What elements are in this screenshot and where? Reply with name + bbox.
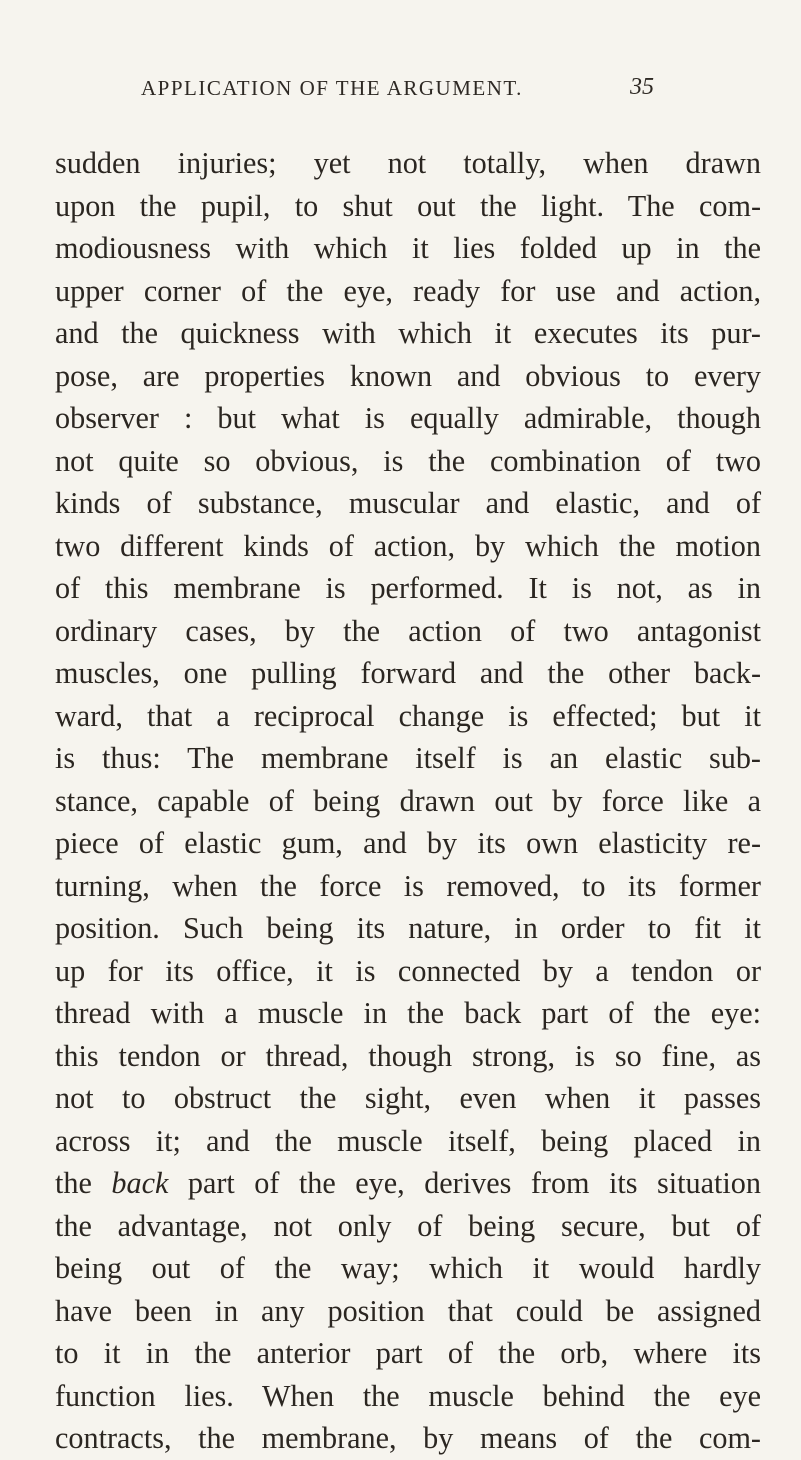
text-line: muscles, one pulling forward and the other back- (55, 656, 761, 690)
text-line: two different kinds of action, by which the motion (55, 528, 761, 563)
running-head (0, 76, 801, 116)
body-text (55, 142, 761, 1460)
italic-word: back (111, 1166, 169, 1200)
text-line: not to obstruct the sight, even when it passes (55, 1081, 761, 1115)
text-line: pose, are properties known and obvious to every (55, 358, 761, 393)
text-line: have been in any position that could be assigned (55, 1293, 761, 1328)
text-line: upper corner of the eye, ready for use and action, (55, 273, 761, 308)
text-line: ordinary cases, by the action of two antagonist (55, 613, 761, 648)
text-line: this tendon or thread, though strong, is so fine, as (55, 1038, 761, 1073)
text-fragment: part of the eye, derives from its situation (187, 1166, 761, 1200)
page-number: 35 (630, 74, 654, 100)
text-line: turning, when the force is removed, to its former (55, 868, 761, 903)
text-line: across it; and the muscle itself, being placed in (55, 1123, 761, 1158)
text-fragment: the (55, 1166, 92, 1200)
text-line: piece of elastic gum, and by its own elasticity re- (55, 826, 761, 860)
text-line: position. Such being its nature, in order to fit it (55, 911, 761, 945)
text-line: observer : but what is equally admirable, though (55, 401, 761, 435)
text-line: to it in the anterior part of the orb, where its (55, 1336, 761, 1370)
text-line: not quite so obvious, is the combination of two (55, 443, 761, 478)
text-line: sudden injuries; yet not totally, when drawn (55, 146, 761, 180)
text-line: the advantage, not only of being secure, but of (55, 1208, 761, 1243)
text-line-with-italic (55, 1162, 761, 1205)
text-line: is thus: The membrane itself is an elastic sub- (55, 741, 761, 775)
text-line: ward, that a reciprocal change is effected; but it (55, 698, 761, 733)
text-line: being out of the way; which it would hardly (55, 1251, 761, 1285)
text-line: contracts, the membrane, by means of the com- (55, 1421, 761, 1455)
text-line: thread with a muscle in the back part of the eye: (55, 996, 761, 1030)
text-line: kinds of substance, muscular and elastic, and of (55, 486, 761, 520)
text-line: modiousness with which it lies folded up in the (55, 231, 761, 265)
running-title: APPLICATION OF THE ARGUMENT. (141, 76, 523, 100)
text-line: and the quickness with which it executes its pur- (55, 316, 761, 350)
text-line: up for its office, it is connected by a tendon or (55, 953, 761, 988)
text-line: stance, capable of being drawn out by force like a (55, 783, 761, 818)
text-line: function lies. When the muscle behind the eye (55, 1378, 761, 1413)
text-line: of this membrane is performed. It is not, as in (55, 571, 761, 605)
text-line: upon the pupil, to shut out the light. The com- (55, 188, 761, 223)
